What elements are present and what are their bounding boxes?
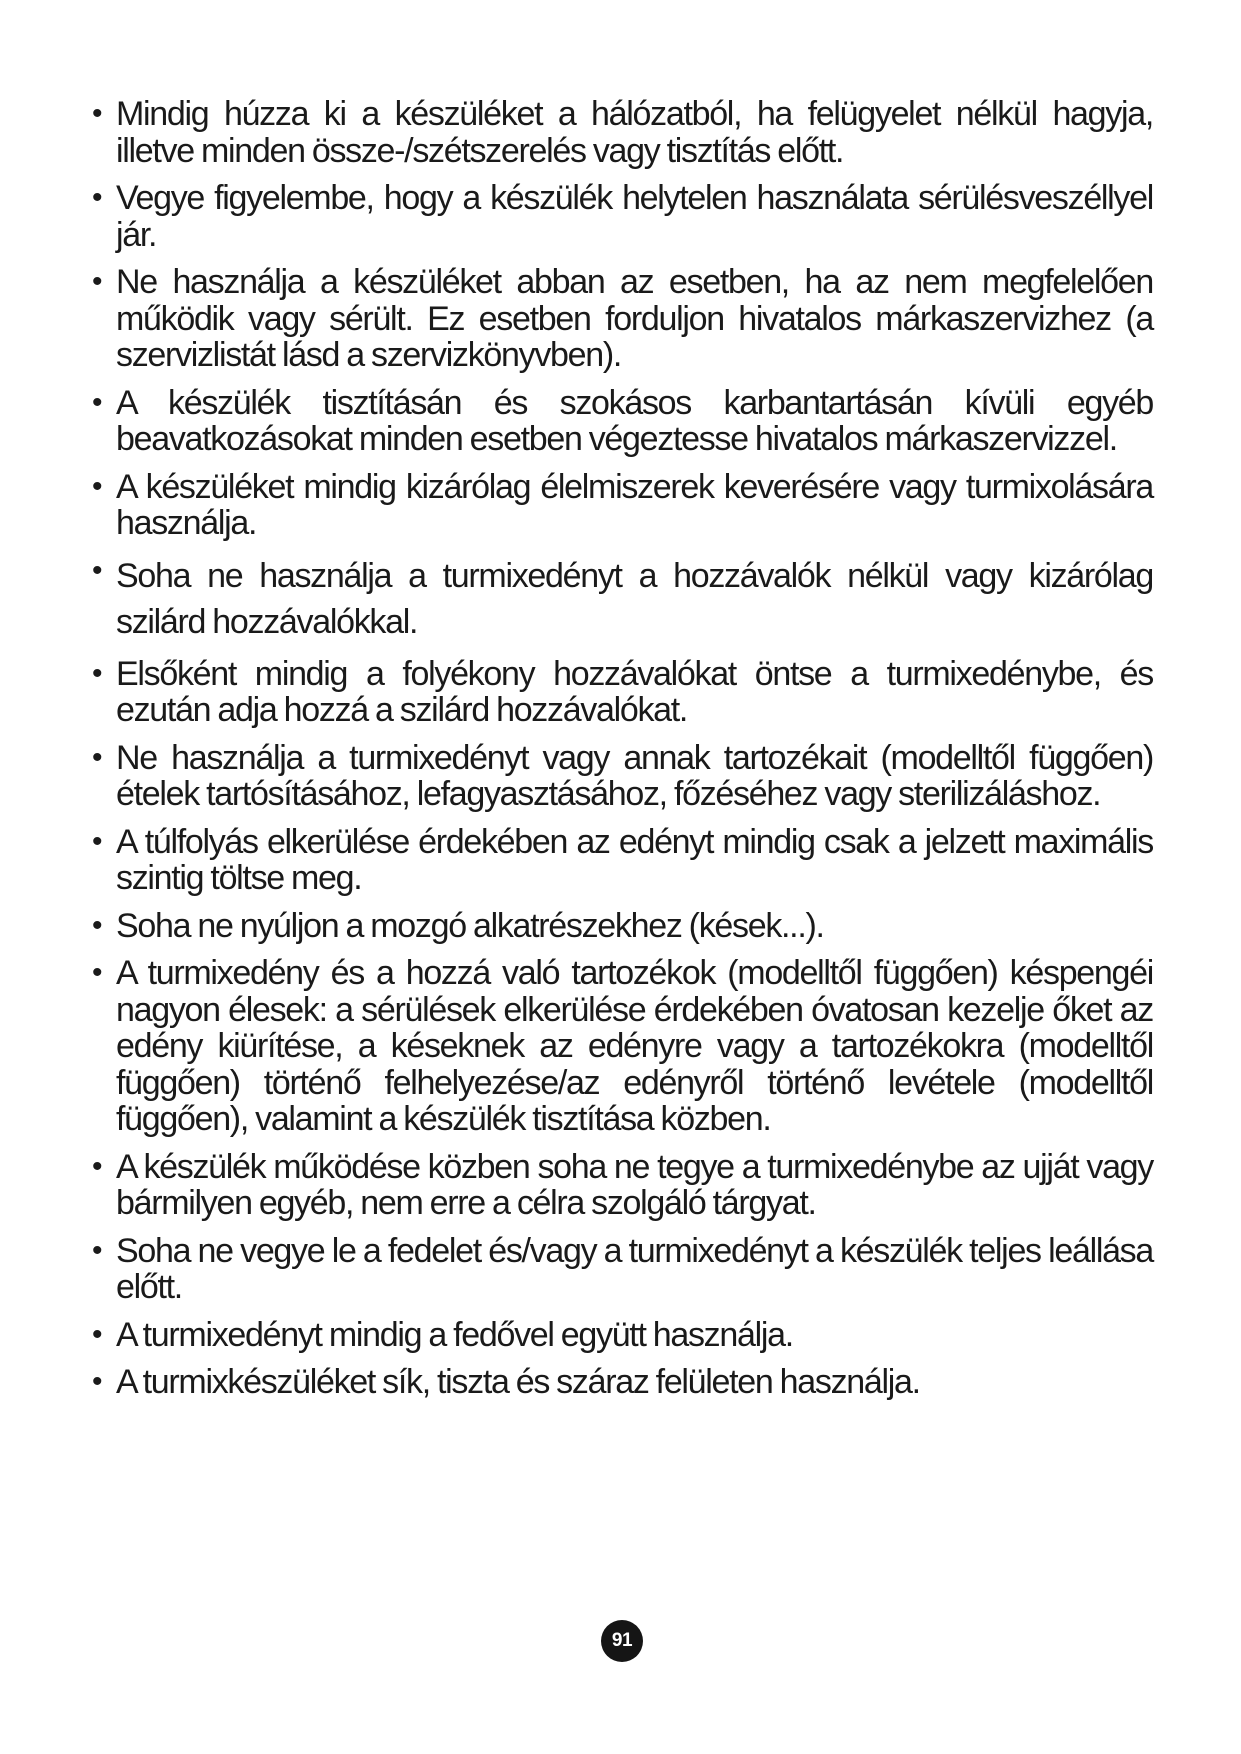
list-item <box>88 469 1153 542</box>
bullet-icon: • <box>92 1365 102 1398</box>
bullet-icon: • <box>92 656 102 690</box>
list-item <box>88 553 1153 645</box>
list-item <box>88 1364 1153 1401</box>
list-item-text: A készülék működése közben soha ne tegye a turmixedénybe az ujját vagy bármilyen egyéb, nem erre a célra szolgáló tárgyat. <box>116 1147 1153 1222</box>
list-item-text: A készülék tisztításán és szokásos karbantartásán kívüli egyéb beavatkozásokat minden esetben végeztesse hivatalos márkaszervizzel. <box>116 383 1153 458</box>
list-item <box>88 1149 1153 1222</box>
list-item-text: A turmixedényt mindig a fedővel együtt használja. <box>116 1315 793 1354</box>
bullet-icon: • <box>92 1317 102 1351</box>
bullet-icon: • <box>92 908 102 942</box>
list-item <box>88 740 1153 813</box>
list-item-text: Elsőként mindig a folyékony hozzávalókat öntse a turmixedénybe, és ezután adja hozzá a szilárd hozzávalókat. <box>116 654 1153 729</box>
list-item <box>88 1317 1153 1354</box>
list-item-text: Soha ne használja a turmixedényt a hozzávalók nélkül vagy kizárólag szilárd hozzávalókkal. <box>116 556 1153 641</box>
bullet-icon: • <box>92 824 102 858</box>
bullet-icon: • <box>92 956 102 989</box>
list-item-text: Ne használja a készüléket abban az esetben, ha az nem megfelelően működik vagy sérült. Ez esetben forduljon hivatalos márkaszervizhez (a szervizlistát lásd a szervizkönyvben). <box>116 263 1153 374</box>
bullet-icon: • <box>92 553 102 587</box>
list-item <box>88 385 1153 458</box>
bullet-icon: • <box>92 1149 102 1183</box>
list-item <box>88 656 1153 729</box>
list-item-text: A turmixedény és a hozzá való tartozékok (modelltől függően) késpengéi nagyon élesek: a sérülések elkerülése érdekében óvatosan kezelje őket az edény kiürítése, a késeknek az edényre vagy a tartozékokra (modelltől függően) történő felhelyezése/az edényről történő levétele (modelltől függően), valamint a készülék tisztítása közben. <box>116 954 1153 1138</box>
list-item-text: Soha ne vegye le a fedelet és/vagy a turmixedényt a készülék teljes leállása előtt. <box>116 1231 1153 1306</box>
bullet-icon: • <box>92 740 102 774</box>
list-item <box>88 955 1153 1138</box>
list-item-text: Soha ne nyúljon a mozgó alkatrészekhez (kések...). <box>116 906 824 945</box>
list-item-text: A turmixkészüléket sík, tiszta és száraz felületen használja. <box>116 1363 920 1401</box>
bullet-icon: • <box>92 469 102 503</box>
list-item-text: A túlfolyás elkerülése érdekében az edényt mindig csak a jelzett maximális szintig töltse meg. <box>116 822 1153 897</box>
list-item-text: A készüléket mindig kizárólag élelmiszerek keverésére vagy turmixolására használja. <box>116 467 1153 542</box>
bullet-icon: • <box>92 265 102 298</box>
list-item-text: Mindig húzza ki a készüléket a hálózatból, ha felügyelet nélkül hagyja, illetve minden össze-/szétszerelés vagy tisztítás előtt. <box>116 95 1153 170</box>
list-item-text: Vegye figyelembe, hogy a készülék helytelen használata sérülésveszéllyel jár. <box>116 179 1153 254</box>
bullet-icon: • <box>92 97 102 130</box>
page-number-badge: 91 <box>601 1620 643 1662</box>
list-item <box>88 908 1153 945</box>
bullet-icon: • <box>92 385 102 419</box>
list-item <box>88 264 1153 374</box>
list-item-text: Ne használja a turmixedényt vagy annak tartozékait (modelltől függően) ételek tartósításához, lefagyasztásához, főzéséhez vagy sterilizáláshoz. <box>116 738 1153 813</box>
bullet-icon: • <box>92 1233 102 1267</box>
bullet-icon: • <box>92 181 102 214</box>
list-item <box>88 96 1153 169</box>
list-item <box>88 180 1153 253</box>
list-item <box>88 824 1153 897</box>
safety-instructions-list <box>88 96 1153 1401</box>
list-item <box>88 1233 1153 1306</box>
